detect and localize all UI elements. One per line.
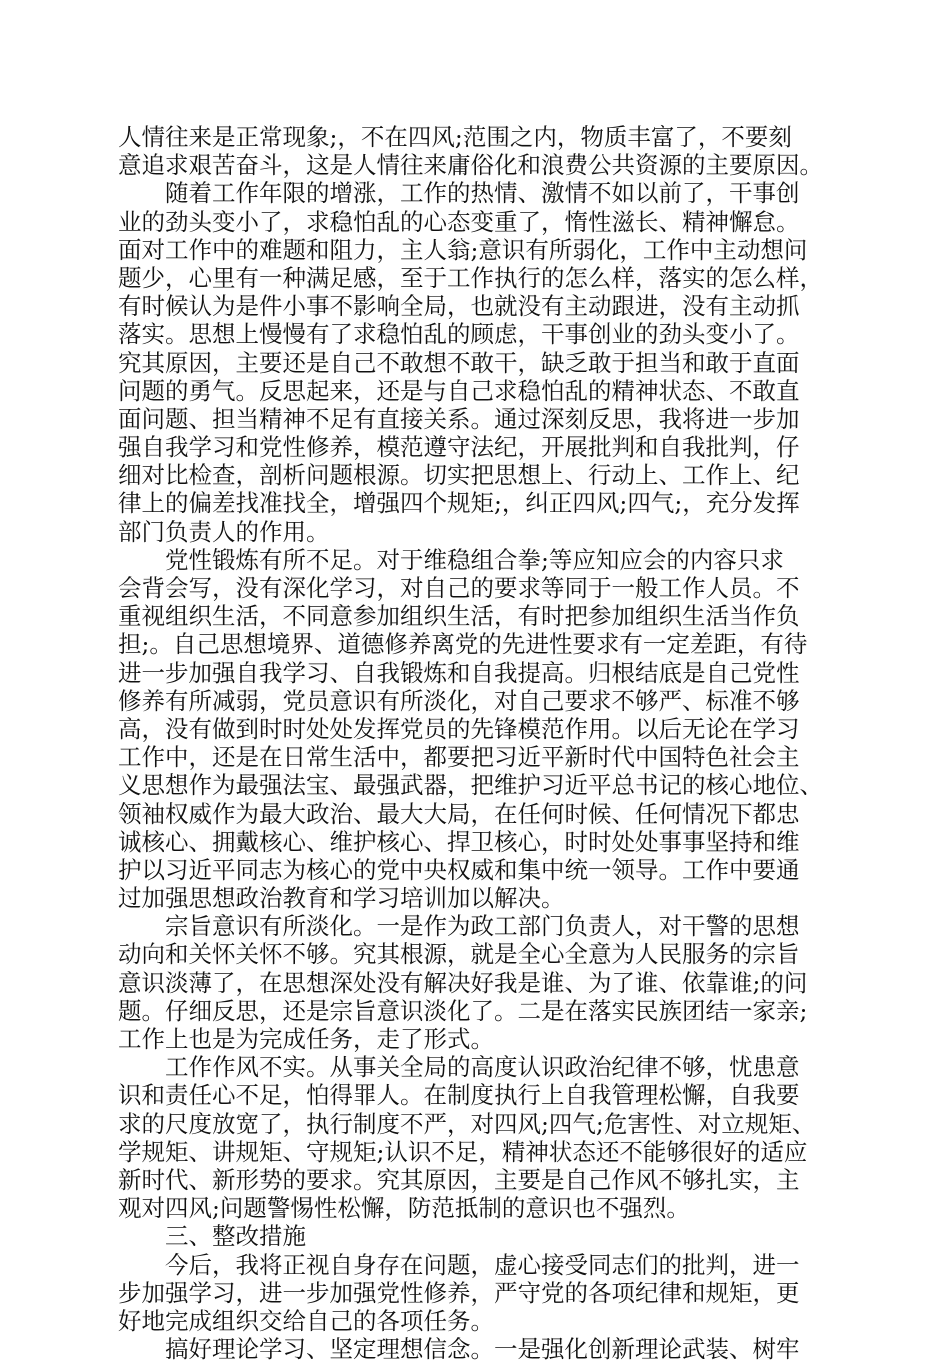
text-line: 落实。思想上慢慢有了求稳怕乱的顾虑，干事创业的劲头变小了。 [118,320,800,349]
text-line: 随着工作年限的增涨，工作的热情、激情不如以前了，干事创 [118,179,800,208]
text-line: 学规矩、讲规矩、守规矩;认识不足，精神状态还不能够很好的适应 [118,1137,808,1166]
text-line: 工作中，还是在日常生活中，都要把习近平新时代中国特色社会主 [118,743,800,772]
text-line: 步加强学习，进一步加强党性修养，严守党的各项纪律和规矩，更 [118,1278,800,1307]
text-line: 部门负责人的作用。 [118,517,330,546]
text-line: 工作上也是为完成任务，走了形式。 [118,1025,494,1053]
text-line: 党性锻炼有所不足。对于维稳组合拳;等应知应会的内容只求 [118,545,784,574]
text-line: 求的尺度放宽了，执行制度不严，对四风;四气;危害性、对立规矩、 [118,1109,816,1138]
text-line: 新时代、新形势的要求。究其原因，主要是自己作风不够扎实，主 [118,1165,800,1194]
text-line: 业的劲头变小了，求稳怕乱的心态变重了，惰性滋长、精神懈怠。 [118,207,800,236]
text-line: 识和责任心不足，怕得罪人。在制度执行上自我管理松懈，自我要 [118,1081,800,1110]
text-line: 义思想作为最强法宝、最强武器，把维护习近平总书记的核心地位、 [118,771,823,800]
text-line: 修养有所减弱，党员意识有所淡化，对自己要求不够严、标准不够 [118,686,800,715]
text-line: 重视组织生活，不同意参加组织生活，有时把参加组织生活当作负 [118,602,800,631]
text-line: 强自我学习和党性修养，模范遵守法纪，开展批判和自我批判，仔 [118,433,800,462]
text-line: 动向和关怀关怀不够。究其根源，就是全心全意为人民服务的宗旨 [118,940,800,969]
text-line: 会背会写，没有深化学习，对自己的要求等同于一般工作人员。不 [118,574,800,602]
text-line: 究其原因，主要还是自己不敢想不敢干，缺乏敢于担当和敢于直面 [118,348,800,377]
text-line: 护以习近平同志为核心的党中央权威和集中统一领导。工作中要通 [118,855,800,884]
text-line: 担;。自己思想境界、道德修养离党的先进性要求有一定差距，有待 [118,630,808,659]
text-line: 面问题、担当精神不足有直接关系。通过深刻反思，我将进一步加 [118,404,800,433]
text-line: 观对四风;问题警惕性松懈，防范抵制的意识也不强烈。 [118,1194,690,1223]
text-line: 高，没有做到时时处处发挥党员的先锋模范作用。以后无论在学习 [118,714,800,743]
text-line: 意追求艰苦奋斗，这是人情往来庸俗化和浪费公共资源的主要原因。 [118,151,823,180]
text-line: 领袖权威作为最大政治、最大大局，在任何时候、任何情况下都忠 [118,799,800,828]
section-heading: 三、整改措施 [118,1222,306,1251]
text-line: 问题的勇气。反思起来，还是与自己求稳怕乱的精神状态、不敢直 [118,376,800,405]
text-line: 工作作风不实。从事关全局的高度认识政治纪律不够，忧患意 [118,1053,800,1082]
document-body [118,123,830,1363]
text-line: 宗旨意识有所淡化。一是作为政工部门负责人，对干警的思想 [118,912,800,941]
text-line: 意识淡薄了，在思想深处没有解决好我是谁、为了谁、依靠谁;的问 [118,968,808,997]
text-line: 题少，心里有一种满足感，至于工作执行的怎么样，落实的怎么样， [118,263,823,292]
text-line: 过加强思想政治教育和学习培训加以解决。 [118,884,565,913]
text-line: 有时候认为是件小事不影响全局，也就没有主动跟进，没有主动抓 [118,292,800,321]
text-line: 搞好理论学习、坚定理想信念。一是强化创新理论武装、树牢 [118,1335,800,1363]
text-line: 细对比检查，剖析问题根源。切实把思想上、行动上、工作上、纪 [118,461,800,490]
text-line: 进一步加强自我学习、自我锻炼和自我提高。归根结底是自己党性 [118,658,800,687]
text-line: 好地完成组织交给自己的各项任务。 [118,1306,494,1335]
text-line: 人情往来是正常现象;，不在四风;范围之内，物质丰富了，不要刻 [118,123,792,151]
text-line: 今后，我将正视自身存在问题，虚心接受同志们的批判，进一 [118,1250,800,1279]
text-line: 面对工作中的难题和阻力，主人翁;意识有所弱化，工作中主动想问 [118,235,808,264]
text-line: 律上的偏差找准找全，增强四个规矩;，纠正四风;四气;，充分发挥 [118,489,800,518]
text-line: 题。仔细反思，还是宗旨意识淡化了。二是在落实民族团结一家亲; [118,996,808,1025]
text-line: 诚核心、拥戴核心、维护核心、捍卫核心，时时处处事事坚持和维 [118,827,800,856]
